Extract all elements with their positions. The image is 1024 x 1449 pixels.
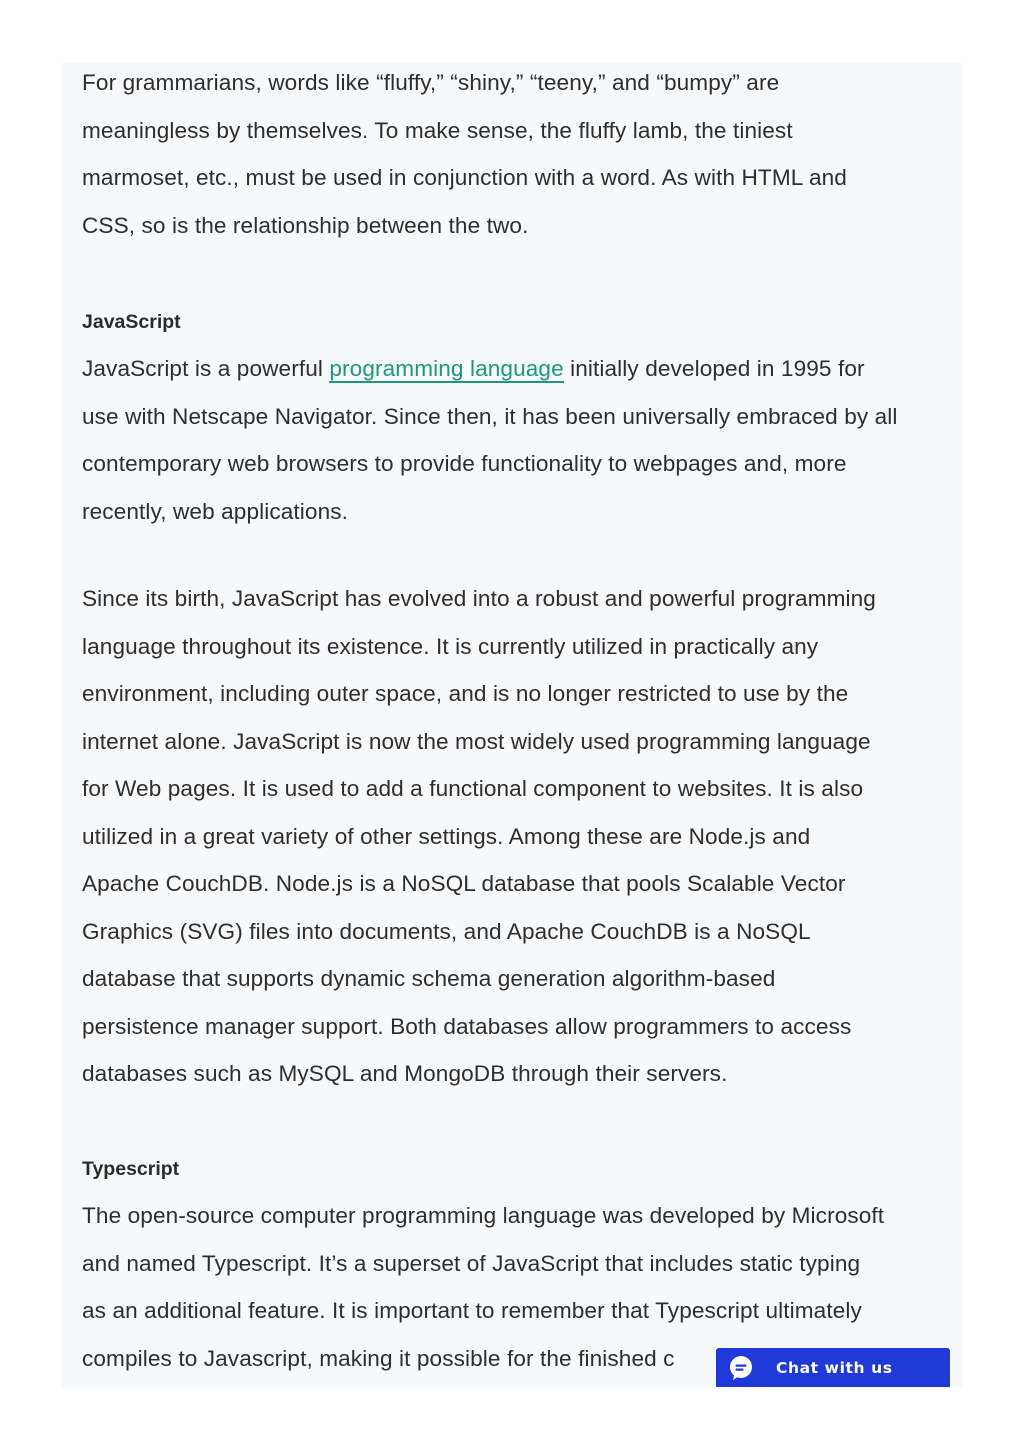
intro-paragraph <box>82 62 847 249</box>
javascript-p2-line-9: database that supports dynamic schema generation algorithm-based <box>82 966 776 991</box>
javascript-p2-line-10: persistence manager support. Both databases allow programmers to access <box>82 1013 852 1039</box>
javascript-p2-line-11: databases such as MySQL and MongoDB through their servers. <box>82 1061 728 1086</box>
javascript-p2-line-4: internet alone. JavaScript is now the most widely used programming language <box>82 728 871 754</box>
chat-bubble-icon <box>728 1355 754 1381</box>
javascript-p1-line-2: use with Netscape Navigator. Since then, it has been universally embraced by all <box>82 403 898 429</box>
javascript-p2-line-3: environment, including outer space, and is no longer restricted to use by the <box>82 681 849 706</box>
intro-line-3: marmoset, etc., must be used in conjunction with a word. As with HTML and <box>82 165 847 190</box>
javascript-paragraph-2 <box>82 575 876 1098</box>
javascript-heading: JavaScript <box>82 311 181 333</box>
chat-widget-label: Chat with us <box>776 1358 893 1377</box>
chat-widget-button[interactable] <box>716 1348 950 1387</box>
intro-line-1: For grammarians, words like “fluffy,” “shiny,” “teeny,” and “bumpy” are <box>82 70 780 95</box>
javascript-p2-line-2: language throughout its existence. It is currently utilized in practically any <box>82 633 819 659</box>
javascript-p2-line-1: Since its birth, JavaScript has evolved into a robust and powerful programming <box>82 586 876 611</box>
javascript-paragraph-1 <box>82 345 898 535</box>
javascript-p2-line-8: Graphics (SVG) files into documents, and Apache CouchDB is a NoSQL <box>82 918 811 944</box>
javascript-p1-line-3: contemporary web browsers to provide functionality to webpages and, more <box>82 451 847 476</box>
intro-line-2: meaningless by themselves. To make sense, the fluffy lamb, the tiniest <box>82 117 793 143</box>
javascript-p2-line-6: utilized in a great variety of other settings. Among these are Node.js and <box>82 823 811 849</box>
typescript-line-3: as an additional feature. It is important to remember that Typescript ultimately <box>82 1298 862 1323</box>
javascript-p1-line-1 <box>82 345 898 393</box>
typescript-heading: Typescript <box>82 1158 180 1180</box>
javascript-p2-line-5: for Web pages. It is used to add a functional component to websites. It is also <box>82 776 864 801</box>
programming-language-link[interactable]: programming language <box>329 356 564 381</box>
typescript-line-1: The open-source computer programming language was developed by Microsoft <box>82 1203 885 1228</box>
javascript-p1-text-before-link: JavaScript is a powerful <box>82 356 330 381</box>
article-card <box>62 62 962 1387</box>
javascript-p1-text-after-link: initially developed in 1995 for <box>563 356 865 381</box>
javascript-p2-line-7: Apache CouchDB. Node.js is a NoSQL database that pools Scalable Vector <box>82 871 846 896</box>
intro-line-4: CSS, so is the relationship between the two. <box>82 212 529 238</box>
typescript-line-4: compiles to Javascript, making it possible for the finished c <box>82 1345 675 1371</box>
typescript-line-2: and named Typescript. It’s a superset of JavaScript that includes static typing <box>82 1250 861 1276</box>
javascript-p1-line-4: recently, web applications. <box>82 498 349 524</box>
